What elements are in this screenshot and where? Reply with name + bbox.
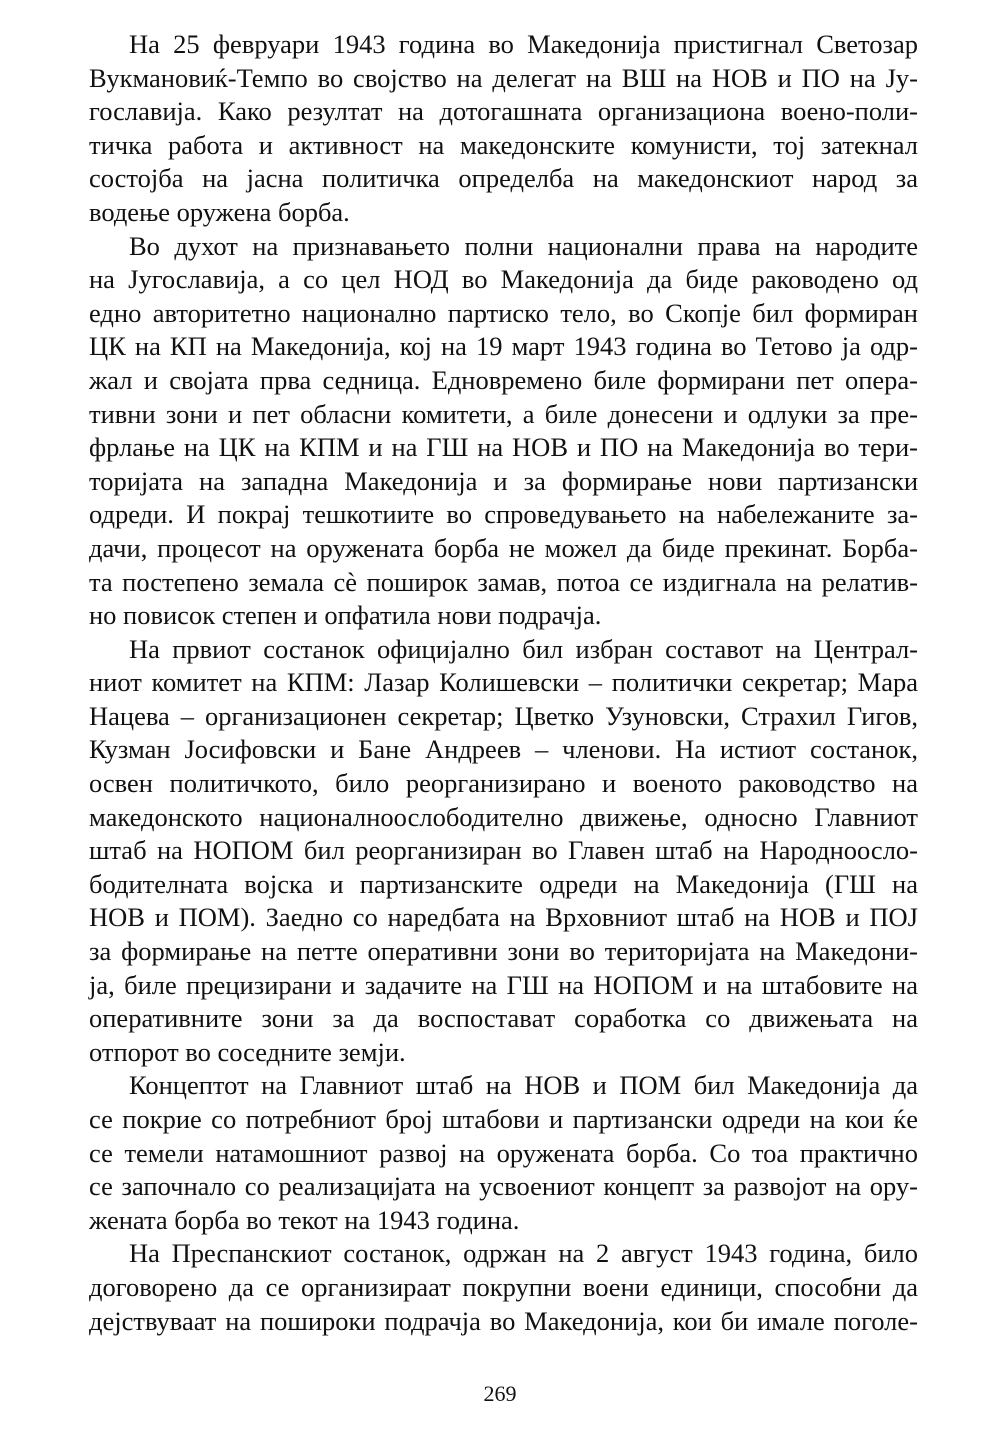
text-line: освен политичкото, било реорганизирано и военото раководство на: [89, 768, 918, 799]
text-line: Кузман Јосифовски и Бане Андреев – членови. На истиот состанок,: [89, 734, 918, 765]
text-line: Вукмановиќ-Темпо во својство на делегат на ВШ на НОВ и ПО на Ју-: [89, 62, 918, 93]
text-line: торијата на западна Македонија и за формирање нови партизански: [89, 465, 918, 496]
text-line: водење оружена борба.: [89, 196, 350, 227]
page-body: [89, 28, 918, 1338]
text-line: одреди. И покрај тешкотиите во спроведувањето на набележаните за-: [89, 499, 918, 530]
paragraph: [89, 230, 918, 633]
text-line: Концептот на Главниот штаб на НОВ и ПОМ бил Македонија да: [129, 1070, 918, 1101]
text-line: На 25 февруари 1943 година во Македонија пристигнал Светозар: [129, 29, 918, 59]
paragraph: [89, 1237, 918, 1338]
text-line: бодителната војска и партизанските одреди на Македонија (ГШ на: [89, 868, 918, 899]
text-line: оперативните зони за да воспоставaт соработка со движењата на: [89, 1003, 918, 1034]
text-line: се покрие со потребниот број штабови и партизански одреди на кои ќе: [89, 1104, 918, 1134]
text-line: жал и својата прва седница. Едновремено биле формирани пет опера-: [89, 364, 918, 395]
text-line: тивни зони и пет обласни комитети, а биле донесени и одлуки за пре-: [89, 398, 918, 429]
text-line: за формирање на петте оперативни зони во територијата на Македони-: [89, 936, 918, 967]
text-line: договорено да се организираат покрупни воени единици, способни да: [89, 1271, 918, 1302]
text-line: На првиот состанок официјално бил избран составот на Централ-: [129, 633, 918, 664]
text-line: состојба на јасна политичка определба на македонскиот народ за: [89, 163, 918, 194]
text-line: штаб на НОПОМ бил реорганизиран во Главен штаб на Народноосло-: [89, 835, 918, 866]
text-line: ЦК на КП на Македонија, кој на 19 март 1943 година во Тетово ја одр-: [89, 331, 918, 362]
text-line: на Југославија, а со цел НОД во Македонија да биде раководено од: [89, 264, 918, 295]
text-line: тичка работа и активност на македонските комунисти, тој затекнал: [89, 129, 918, 160]
text-line: дејствуваат на пошироки подрачја во Македонија, кои би имале поголе-: [89, 1305, 918, 1336]
text-line: се започнало со реализацијата на усвоениот концепт за развојот на ору-: [89, 1171, 918, 1202]
text-line: дачи, процесот на оружената борба не можел да биде прекинат. Борба-: [89, 532, 918, 563]
text-line: НОВ и ПОМ). Заедно со наредбата на Врховниот штаб на НОВ и ПОЈ: [89, 902, 918, 933]
text-line: ниот комитет на КПМ: Лазар Колишевски – политички секретар; Мара: [89, 667, 918, 698]
text-line: но повисок степен и опфатила нови подрачја.: [89, 600, 602, 631]
text-line: се темели натамошниот развој на оружената борба. Со тоа практично: [89, 1137, 918, 1168]
text-line: гославија. Како резултат на дотогашната организациона воено-поли-: [89, 96, 918, 127]
text-line: ја, биле прецизирани и задачите на ГШ на НОПОМ и на штабовите на: [89, 969, 918, 1000]
paragraph: [89, 28, 918, 230]
text-line: отпорот во соседните земји.: [89, 1036, 406, 1067]
page-number: 269: [483, 1381, 517, 1406]
text-line: македонското националноослободително движење, односно Главниот: [89, 801, 918, 832]
text-line: Во духот на признавањето полни национални права на народите: [129, 230, 918, 261]
text-line: На Преспанскиот состанок, одржан на 2 август 1943 година, било: [129, 1238, 918, 1269]
text-line: жената борба во текот на 1943 година.: [89, 1204, 520, 1235]
text-line: Нацева – организационен секретар; Цветко Узуновски, Страхил Гигов,: [89, 700, 918, 731]
text-line: та постепено земала сè поширок замав, потоа се издигнала на релатив-: [89, 566, 918, 597]
paragraph: [89, 1069, 918, 1237]
paragraph: [89, 633, 918, 1070]
text-line: фрлање на ЦК на КПМ и на ГШ на НОВ и ПО на Македонија во тери-: [89, 432, 918, 463]
text-line: едно авторитетно национално партиско тело, во Скопје бил формиран: [89, 297, 918, 328]
